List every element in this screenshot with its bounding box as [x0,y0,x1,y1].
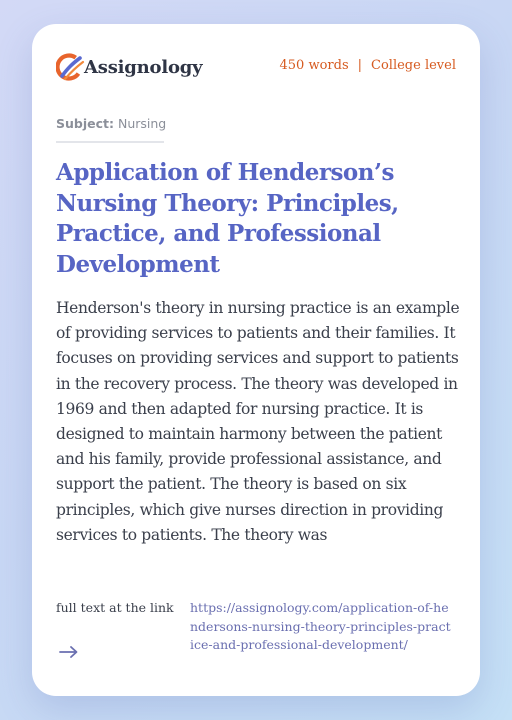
full-text-link[interactable]: https://assignology.com/application-of-hendersons-nursing-theory-principles-practice-and-professional-development/ [190,600,451,652]
meta-separator: | [357,58,363,73]
essay-card [32,24,480,696]
subject-label: Subject: [56,116,114,131]
full-text-label: full text at the link [56,600,174,615]
card-header [56,50,456,84]
arrow-right-icon[interactable] [58,644,80,658]
essay-meta [280,58,456,73]
subject-value: Nursing [117,116,167,131]
essay-excerpt: Henderson's theory in nursing practice is an example of providing services to patients and their families. It focuses on providing services and support to patients in the recovery process. The theory was developed in 1969 and then adapted for nursing practice. It is designed to maintain harmony between the patient and his family, provide professional assistance, and support the patient. The theory is based on six principles, which give nurses direction in providing services to patients. The theory was [56,299,460,544]
essay-title: Application of Henderson’s Nursing Theory: Principles, Practice, and Professional Development [56,159,399,278]
assignology-logo-icon [56,50,90,84]
subject-divider [56,141,164,143]
academic-level: College level [371,58,456,73]
word-count: 450 words [279,58,349,73]
brand-name: Assignology [84,56,203,78]
subject-line [56,116,166,131]
brand-logo[interactable] [56,50,202,84]
